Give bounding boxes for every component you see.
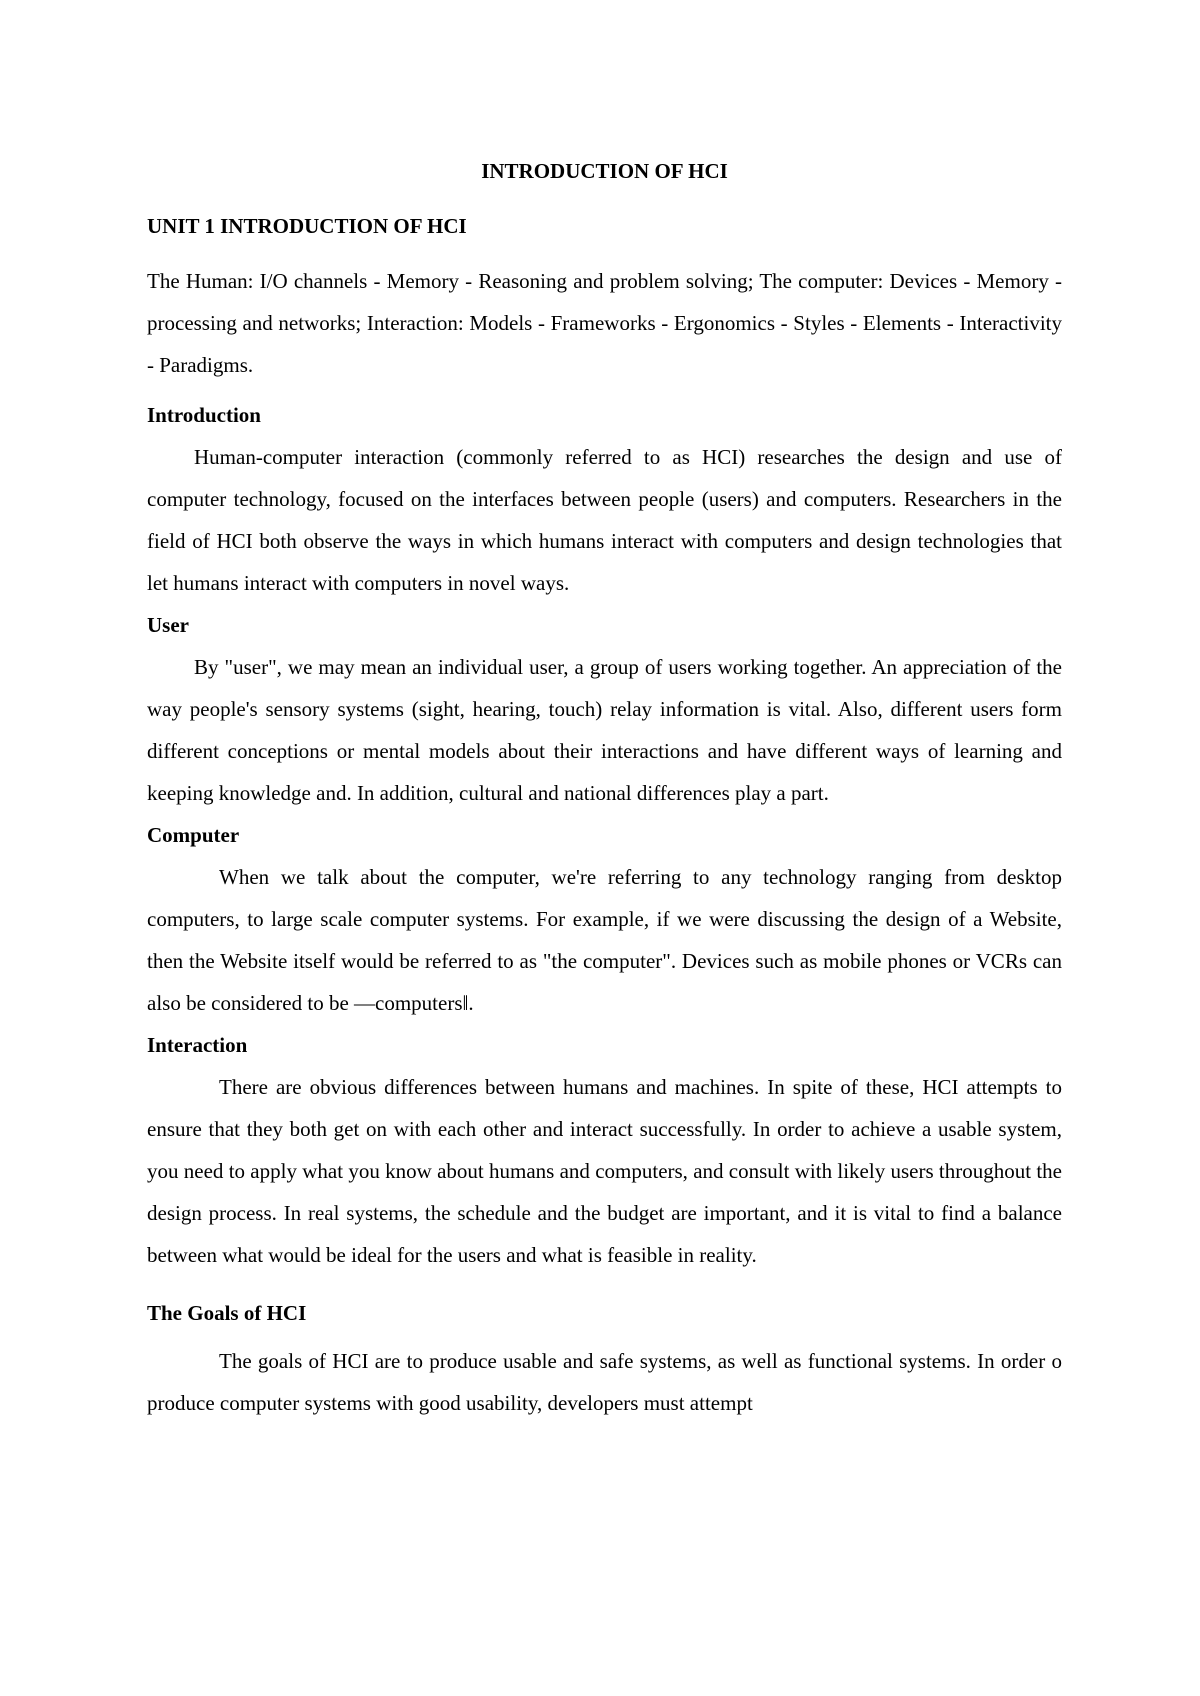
- document-page: [147, 150, 1062, 1424]
- section-interaction: [147, 1024, 1062, 1276]
- section-introduction: [147, 394, 1062, 604]
- section-heading-interaction: Interaction: [147, 1033, 248, 1057]
- section-body-user: By "user", we may mean an individual user, a group of users working together. An appreciation of the way people's sensory systems (sight, hearing, touch) relay information is vital. Also, different users form different conceptions or mental models about their interactions and have different ways of learning and keeping knowledge and. In addition, cultural and national differences play a part.: [147, 655, 1062, 805]
- syllabus-paragraph: The Human: I/O channels - Memory - Reasoning and problem solving; The computer: Devices - Memory - processing and networks; Interaction: Models - Frameworks - Ergonomics - Styles - Elements - Interactivity - Paradigms.: [147, 269, 1062, 377]
- section-user: [147, 604, 1062, 814]
- section-heading-user: User: [147, 613, 189, 637]
- document-title: INTRODUCTION OF HCI: [481, 159, 728, 183]
- section-body-goals-of-hci: The goals of HCI are to produce usable and safe systems, as well as functional systems. In order o produce computer systems with good usability, developers must attempt: [147, 1349, 1062, 1415]
- unit-title: UNIT 1 INTRODUCTION OF HCI: [147, 214, 467, 238]
- section-heading-goals-of-hci: The Goals of HCI: [147, 1301, 307, 1325]
- section-heading-introduction: Introduction: [147, 403, 261, 427]
- section-computer: [147, 814, 1062, 1024]
- section-body-interaction: There are obvious differences between humans and machines. In spite of these, HCI attempts to ensure that they both get on with each other and interact successfully. In order to achieve a usable system, you need to apply what you know about humans and computers, and consult with likely users throughout the design process. In real systems, the schedule and the budget are important, and it is vital to find a balance between what would be ideal for the users and what is feasible in reality.: [147, 1075, 1062, 1267]
- section-goals-of-hci: [147, 1292, 1062, 1424]
- section-body-introduction: Human-computer interaction (commonly referred to as HCI) researches the design and use of computer technology, focused on the interfaces between people (users) and computers. Researchers in the field of HCI both observe the ways in which humans interact with computers and design technologies that let humans interact with computers in novel ways.: [147, 445, 1062, 595]
- section-body-computer: When we talk about the computer, we're referring to any technology ranging from desktop computers, to large scale computer systems. For example, if we were discussing the design of a Website, then the Website itself would be referred to as "the computer". Devices such as mobile phones or VCRs can also be considered to be —computers‖.: [147, 865, 1062, 1015]
- section-heading-computer: Computer: [147, 823, 240, 847]
